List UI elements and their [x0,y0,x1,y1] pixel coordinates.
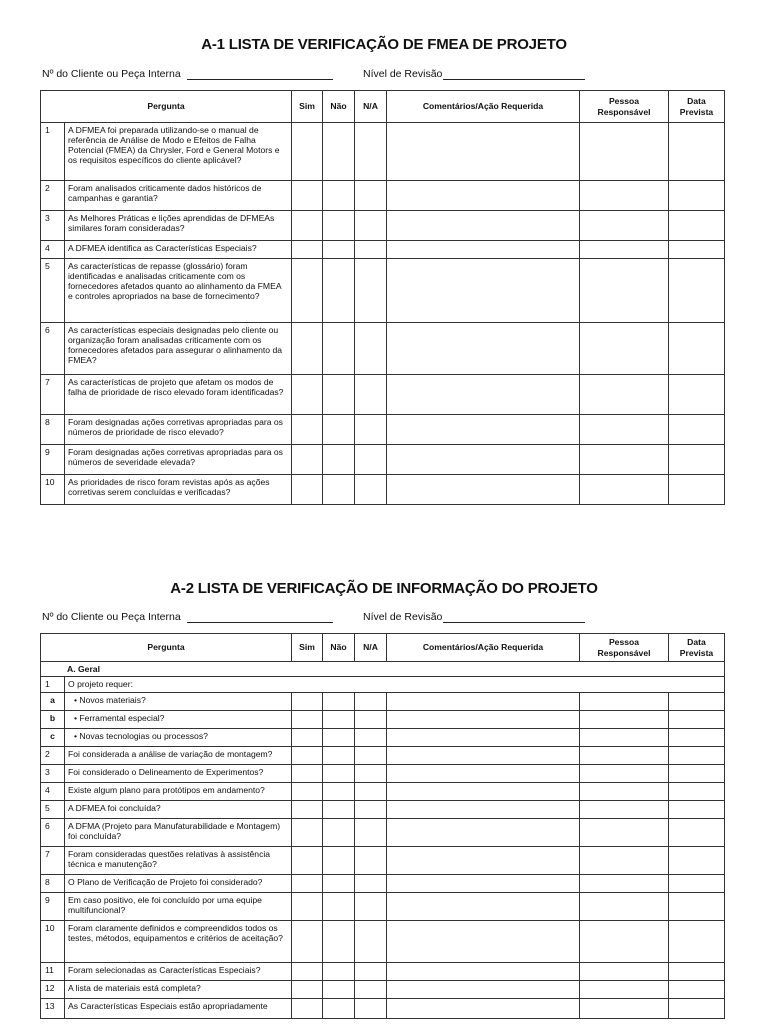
header-sim: Sim [292,91,323,123]
sim-cell[interactable] [292,801,323,819]
nao-cell[interactable] [323,211,355,241]
question-text: Foi considerado o Delineamento de Experimentos? [65,765,292,783]
na-cell[interactable] [355,123,387,181]
data-cell[interactable] [669,375,725,415]
sim-cell[interactable] [292,747,323,765]
na-cell[interactable] [355,415,387,445]
header-pessoa: Pessoa Responsável [580,91,669,123]
comentarios-cell[interactable] [387,999,580,1019]
question-text: As características especiais designadas pelo cliente ou organização foram analisadas criticamente com os fornecedores afetados para assegurar o alinhamento da FMEA? [65,323,292,375]
comentarios-cell[interactable] [387,747,580,765]
form-a1-revision-field [363,68,585,80]
header-data: Data Prevista [669,634,725,662]
question-text: A DFMEA identifica as Características Especiais? [65,241,292,259]
data-cell[interactable] [669,711,725,729]
question-row [41,875,725,893]
question-number: 6 [41,323,65,375]
question-number: 7 [41,375,65,415]
question-text [65,711,292,729]
question-text [65,693,292,711]
question-text: A DFMA (Projeto para Manufaturabilidade e Montagem) foi concluída? [65,819,292,847]
question-number: a [41,693,65,711]
pessoa-cell[interactable] [580,875,669,893]
na-cell[interactable] [355,475,387,505]
comentarios-cell[interactable] [387,475,580,505]
na-cell[interactable] [355,963,387,981]
sim-cell[interactable] [292,259,323,323]
question-text: A DFMEA foi preparada utilizando-se o manual de referência de Análise de Modo e Efeitos de Falha Potencial (FMEA) da Chrysler, Ford e General Motors e os requisitos específicos do cliente aplicável? [65,123,292,181]
sim-cell[interactable] [292,123,323,181]
sim-cell[interactable] [292,875,323,893]
nao-cell[interactable] [323,241,355,259]
sim-cell[interactable] [292,819,323,847]
sim-cell[interactable] [292,783,323,801]
comentarios-cell[interactable] [387,693,580,711]
question-text [65,729,292,747]
sim-cell[interactable] [292,893,323,921]
pessoa-cell[interactable] [580,783,669,801]
pessoa-cell[interactable] [580,729,669,747]
question-number: 1 [41,677,65,693]
question-row [41,693,725,711]
nao-cell[interactable] [323,475,355,505]
sim-cell[interactable] [292,921,323,963]
question-text: Existe algum plano para protótipos em andamento? [65,783,292,801]
data-cell[interactable] [669,801,725,819]
sim-cell[interactable] [292,963,323,981]
na-cell[interactable] [355,747,387,765]
comentarios-cell[interactable] [387,445,580,475]
nao-cell[interactable] [323,765,355,783]
na-cell[interactable] [355,875,387,893]
data-cell[interactable] [669,747,725,765]
na-cell[interactable] [355,711,387,729]
question-row [41,259,725,323]
comentarios-cell[interactable] [387,211,580,241]
data-cell[interactable] [669,783,725,801]
comentarios-cell[interactable] [387,323,580,375]
header-nao: Não [323,91,355,123]
question-row [41,999,725,1019]
sim-cell[interactable] [292,693,323,711]
form-a2-client-blank[interactable] [187,621,333,623]
header-pergunta: Pergunta [41,91,292,123]
question-text: A DFMEA foi concluída? [65,801,292,819]
question-row [41,729,725,747]
pessoa-cell[interactable] [580,415,669,445]
pessoa-cell[interactable] [580,711,669,729]
comentarios-cell[interactable] [387,181,580,211]
pessoa-cell[interactable] [580,475,669,505]
na-cell[interactable] [355,375,387,415]
form-a2-client-label: Nº do Cliente ou Peça Interna [42,611,181,623]
question-text: As Melhores Práticas e lições aprendidas de DFMEAs similares foram consideradas? [65,211,292,241]
bullet-item-text: • Novos materiais? [68,695,146,705]
data-cell[interactable] [669,445,725,475]
data-cell[interactable] [669,181,725,211]
question-text: Foram consideradas questões relativas à assistência técnica e manutenção? [65,847,292,875]
sim-cell[interactable] [292,211,323,241]
form-a2-table [40,633,725,1019]
pessoa-cell[interactable] [580,819,669,847]
na-cell[interactable] [355,729,387,747]
sim-cell[interactable] [292,711,323,729]
nao-cell[interactable] [323,801,355,819]
pessoa-cell[interactable] [580,241,669,259]
data-cell[interactable] [669,875,725,893]
nao-cell[interactable] [323,893,355,921]
form-a1-header-row [41,91,725,123]
nao-cell[interactable] [323,375,355,415]
na-cell[interactable] [355,693,387,711]
form-a2-revision-blank[interactable] [443,621,585,623]
comentarios-cell[interactable] [387,819,580,847]
data-cell[interactable] [669,241,725,259]
pessoa-cell[interactable] [580,921,669,963]
data-cell[interactable] [669,819,725,847]
sim-cell[interactable] [292,729,323,747]
nao-cell[interactable] [323,963,355,981]
comentarios-cell[interactable] [387,963,580,981]
form-a1-client-field [42,68,333,80]
comentarios-cell[interactable] [387,921,580,963]
na-cell[interactable] [355,181,387,211]
question-number: 7 [41,847,65,875]
na-cell[interactable] [355,211,387,241]
data-cell[interactable] [669,693,725,711]
question-text: As Características Especiais estão apropriadamente [65,999,292,1019]
comentarios-cell[interactable] [387,711,580,729]
question-number: 9 [41,893,65,921]
comentarios-cell[interactable] [387,875,580,893]
question-row [41,765,725,783]
data-cell[interactable] [669,323,725,375]
data-cell[interactable] [669,729,725,747]
question-row [41,921,725,963]
question-number: 10 [41,921,65,963]
comentarios-cell[interactable] [387,765,580,783]
question-number: 4 [41,241,65,259]
question-row [41,847,725,875]
question-text: As características de projeto que afetam os modos de falha de prioridade de risco elevado foram identificadas? [65,375,292,415]
question-number: 5 [41,259,65,323]
na-cell[interactable] [355,801,387,819]
comentarios-cell[interactable] [387,729,580,747]
form-a2-client-field [42,611,333,623]
pessoa-cell[interactable] [580,693,669,711]
form-a2-revision-label: Nível de Revisão [363,611,443,623]
data-cell[interactable] [669,475,725,505]
question-text: A lista de materiais está completa? [65,981,292,999]
question-row [41,241,725,259]
question-number: 2 [41,747,65,765]
pessoa-cell[interactable] [580,963,669,981]
pessoa-cell[interactable] [580,181,669,211]
data-cell[interactable] [669,921,725,963]
question-number: 4 [41,783,65,801]
sim-cell[interactable] [292,241,323,259]
nao-cell[interactable] [323,999,355,1019]
sim-cell[interactable] [292,415,323,445]
question-number: b [41,711,65,729]
question-row [41,963,725,981]
question-text: O projeto requer: [65,677,725,693]
question-number: c [41,729,65,747]
sim-cell[interactable] [292,375,323,415]
form-a2-title: A-2 LISTA DE VERIFICAÇÃO DE INFORMAÇÃO DO PROJETO [170,580,598,597]
comentarios-cell[interactable] [387,981,580,999]
question-text: As prioridades de risco foram revistas após as ações corretivas serem concluídas e verificadas? [65,475,292,505]
na-cell[interactable] [355,999,387,1019]
sim-cell[interactable] [292,981,323,999]
nao-cell[interactable] [323,711,355,729]
sim-cell[interactable] [292,765,323,783]
data-cell[interactable] [669,415,725,445]
pessoa-cell[interactable] [580,375,669,415]
data-cell[interactable] [669,981,725,999]
question-text: Foram designadas ações corretivas apropriadas para os números de severidade elevada? [65,445,292,475]
na-cell[interactable] [355,445,387,475]
sim-cell[interactable] [292,323,323,375]
header-data: Data Prevista [669,91,725,123]
question-number: 10 [41,475,65,505]
data-cell[interactable] [669,259,725,323]
question-number: 8 [41,415,65,445]
comentarios-cell[interactable] [387,847,580,875]
header-comentarios: Comentários/Ação Requerida [387,91,580,123]
na-cell[interactable] [355,819,387,847]
pessoa-cell[interactable] [580,259,669,323]
question-number: 6 [41,819,65,847]
pessoa-cell[interactable] [580,981,669,999]
form-a2-header-row [41,634,725,662]
question-text: Em caso positivo, ele foi concluído por uma equipe multifuncional? [65,893,292,921]
question-row [41,801,725,819]
question-text: Foram designadas ações corretivas apropriadas para os números de prioridade de risco elevado? [65,415,292,445]
question-row [41,677,725,693]
section-row [41,662,725,677]
question-number: 3 [41,765,65,783]
data-cell[interactable] [669,211,725,241]
na-cell[interactable] [355,981,387,999]
na-cell[interactable] [355,783,387,801]
form-a1-client-blank[interactable] [187,78,333,80]
comentarios-cell[interactable] [387,415,580,445]
na-cell[interactable] [355,921,387,963]
comentarios-cell[interactable] [387,241,580,259]
question-text: Foram claramente definidos e compreendidos todos os testes, métodos, equipamentos e critérios de aceitação? [65,921,292,963]
sim-cell[interactable] [292,999,323,1019]
form-a1-client-label: Nº do Cliente ou Peça Interna [42,68,181,80]
header-na: N/A [355,634,387,662]
header-pessoa: Pessoa Responsável [580,634,669,662]
form-a1-revision-label: Nível de Revisão [363,68,443,80]
form-a1-table [40,90,725,505]
nao-cell[interactable] [323,921,355,963]
data-cell[interactable] [669,765,725,783]
header-pergunta: Pergunta [41,634,292,662]
question-text: O Plano de Verificação de Projeto foi considerado? [65,875,292,893]
comentarios-cell[interactable] [387,893,580,921]
sim-cell[interactable] [292,445,323,475]
question-number: 13 [41,999,65,1019]
nao-cell[interactable] [323,847,355,875]
form-a2-revision-field [363,611,585,623]
nao-cell[interactable] [323,981,355,999]
header-nao: Não [323,634,355,662]
question-number: 12 [41,981,65,999]
question-number: 11 [41,963,65,981]
question-number: 8 [41,875,65,893]
question-row [41,445,725,475]
header-na: N/A [355,91,387,123]
question-row [41,415,725,445]
question-text: Foi considerada a análise de variação de montagem? [65,747,292,765]
question-row [41,783,725,801]
nao-cell[interactable] [323,783,355,801]
question-number: 2 [41,181,65,211]
comentarios-cell[interactable] [387,375,580,415]
comentarios-cell[interactable] [387,123,580,181]
sim-cell[interactable] [292,475,323,505]
comentarios-cell[interactable] [387,801,580,819]
data-cell[interactable] [669,123,725,181]
question-row [41,323,725,375]
na-cell[interactable] [355,847,387,875]
question-row [41,475,725,505]
nao-cell[interactable] [323,415,355,445]
pessoa-cell[interactable] [580,211,669,241]
question-number: 5 [41,801,65,819]
nao-cell[interactable] [323,875,355,893]
comentarios-cell[interactable] [387,259,580,323]
question-row [41,893,725,921]
pessoa-cell[interactable] [580,747,669,765]
na-cell[interactable] [355,893,387,921]
na-cell[interactable] [355,323,387,375]
question-text: Foram selecionadas as Características Especiais? [65,963,292,981]
bullet-item-text: • Ferramental especial? [68,713,164,723]
question-row [41,981,725,999]
question-text: Foram analisados criticamente dados históricos de campanhas e garantia? [65,181,292,211]
sim-cell[interactable] [292,181,323,211]
question-row [41,181,725,211]
question-number: 1 [41,123,65,181]
question-row [41,819,725,847]
comentarios-cell[interactable] [387,783,580,801]
question-number: 9 [41,445,65,475]
question-number: 3 [41,211,65,241]
header-comentarios: Comentários/Ação Requerida [387,634,580,662]
section-label: A. Geral [41,662,725,677]
pessoa-cell[interactable] [580,445,669,475]
data-cell[interactable] [669,893,725,921]
data-cell[interactable] [669,847,725,875]
na-cell[interactable] [355,259,387,323]
nao-cell[interactable] [323,123,355,181]
data-cell[interactable] [669,963,725,981]
na-cell[interactable] [355,765,387,783]
question-text: As características de repasse (glossário) foram identificadas e analisadas criticamente com os fornecedores afetados quanto ao alinhamento da FMEA e controles apropriados na base de fornecimento? [65,259,292,323]
question-row [41,711,725,729]
form-a1-title: A-1 LISTA DE VERIFICAÇÃO DE FMEA DE PROJETO [201,36,567,53]
nao-cell[interactable] [323,445,355,475]
question-row [41,747,725,765]
pessoa-cell[interactable] [580,847,669,875]
question-row [41,123,725,181]
question-row [41,211,725,241]
nao-cell[interactable] [323,729,355,747]
nao-cell[interactable] [323,181,355,211]
form-a1-revision-blank[interactable] [443,78,585,80]
bullet-item-text: • Novas tecnologias ou processos? [68,731,208,741]
pessoa-cell[interactable] [580,893,669,921]
header-sim: Sim [292,634,323,662]
data-cell[interactable] [669,999,725,1019]
nao-cell[interactable] [323,819,355,847]
pessoa-cell[interactable] [580,999,669,1019]
nao-cell[interactable] [323,323,355,375]
pessoa-cell[interactable] [580,123,669,181]
nao-cell[interactable] [323,747,355,765]
nao-cell[interactable] [323,259,355,323]
pessoa-cell[interactable] [580,323,669,375]
na-cell[interactable] [355,241,387,259]
nao-cell[interactable] [323,693,355,711]
pessoa-cell[interactable] [580,801,669,819]
question-row [41,375,725,415]
pessoa-cell[interactable] [580,765,669,783]
sim-cell[interactable] [292,847,323,875]
